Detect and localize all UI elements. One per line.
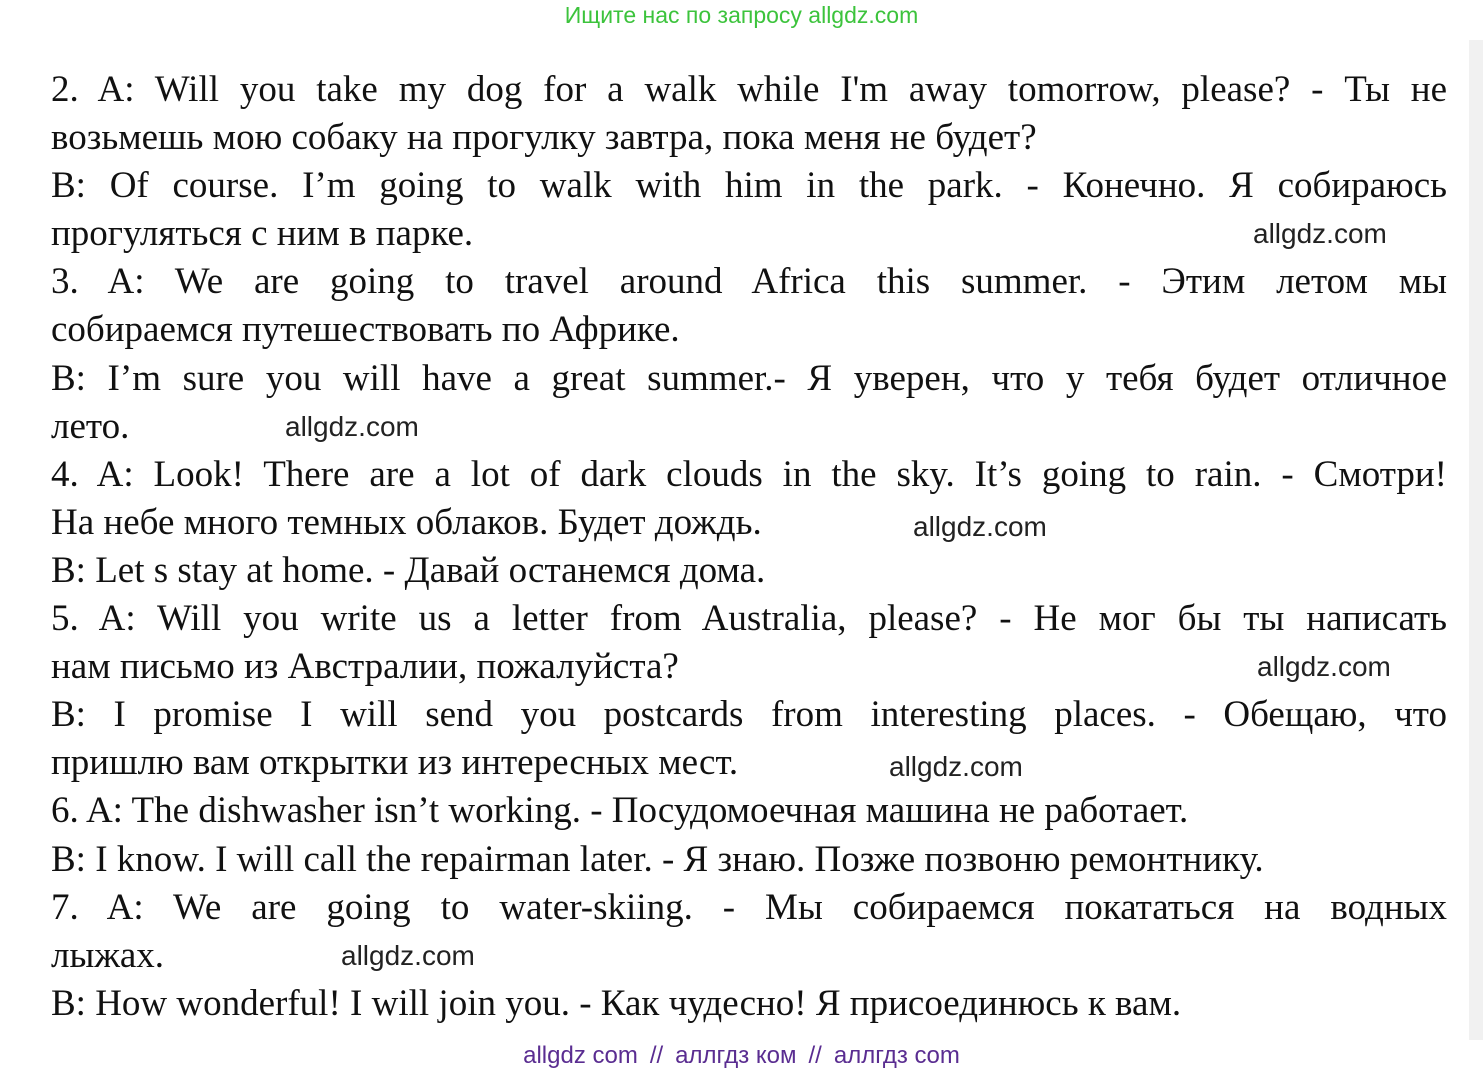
text-line	[51, 595, 1447, 643]
text-line-content: B: I know. I will call the repairman later. - Я знаю. Позже позвоню ремонтнику.	[51, 838, 1264, 880]
text-line	[51, 162, 1447, 210]
text-line-content: B: How wonderful! I will join you. - Как чудесно! Я присоединюсь к вам.	[51, 982, 1182, 1024]
bottom-banner-separator: //	[649, 1042, 664, 1069]
text-line-content: пришлю вам открытки из интересных мест.	[51, 742, 739, 784]
text-line-content: прогуляться с ним в парке.	[51, 213, 474, 255]
text-line	[51, 787, 1447, 835]
text-line-content: 7. A: We are going to water-skiing. - Мы собираемся покататься на водных	[51, 886, 1447, 928]
text-line	[51, 499, 1447, 547]
text-line-content: 5. A: Will you write us a letter from Australia, please? - Не мог бы ты написать	[51, 598, 1447, 640]
inline-watermark: allgdz.com	[913, 510, 1047, 542]
text-line	[51, 932, 1447, 980]
text-line-content: 4. A: Look! There are a lot of dark clouds in the sky. It’s going to rain. - Смотри!	[51, 453, 1447, 495]
text-line-content: лыжах.	[51, 934, 165, 976]
text-line	[51, 739, 1447, 787]
text-line-content: B: Let s stay at home. - Давай останемся дома.	[51, 549, 766, 591]
bottom-banner-part: allgdz com	[523, 1042, 638, 1069]
scrollbar-track[interactable]	[1469, 40, 1483, 1040]
text-line	[51, 980, 1447, 1028]
inline-watermark: allgdz.com	[889, 751, 1023, 783]
text-line-content: B: Of course. I’m going to walk with him in the park. - Конечно. Я собираюсь	[51, 165, 1447, 207]
text-line	[51, 643, 1447, 691]
text-line	[51, 547, 1447, 595]
text-line-content: B: I promise I will send you postcards from interesting places. - Обещаю, что	[51, 694, 1447, 736]
text-line	[51, 258, 1447, 306]
text-line-content: возьмешь мою собаку на прогулку завтра, пока меня не будет?	[51, 117, 1037, 159]
bottom-banner-part: аллгдз com	[833, 1042, 960, 1069]
inline-watermark: allgdz.com	[341, 939, 475, 971]
text-line	[51, 884, 1447, 932]
text-line-content: 2. A: Will you take my dog for a walk while I'm away tomorrow, please? - Ты не	[51, 69, 1447, 110]
text-line	[51, 355, 1447, 403]
text-line-content: 3. A: We are going to travel around Africa this summer. - Этим летом мы	[51, 261, 1447, 303]
text-line-content: На небе много темных облаков. Будет дождь.	[51, 501, 762, 543]
text-line	[51, 691, 1447, 739]
inline-watermark: allgdz.com	[1253, 218, 1387, 250]
text-line	[51, 836, 1447, 884]
text-line-content: лето.	[51, 405, 130, 447]
text-line	[51, 66, 1447, 114]
text-line	[51, 114, 1447, 162]
text-line-content: 6. A: The dishwasher isn’t working. - Посудомоечная машина не работает.	[51, 790, 1189, 832]
text-line-content: B: I’m sure you will have a great summer.- Я уверен, что у тебя будет отличное	[51, 357, 1447, 399]
text-line	[51, 451, 1447, 499]
inline-watermark: allgdz.com	[1257, 651, 1391, 683]
text-line	[51, 306, 1447, 354]
text-line	[51, 403, 1447, 451]
text-line	[51, 210, 1447, 258]
text-line-content: собираемся путешествовать по Африке.	[51, 309, 680, 351]
inline-watermark: allgdz.com	[285, 410, 419, 442]
bottom-banner-separator: //	[808, 1042, 822, 1069]
text-line-content: нам письмо из Австралии, пожалуйста?	[51, 646, 679, 688]
bottom-watermark-banner	[0, 1042, 1483, 1070]
bottom-banner-part: аллгдз ком	[675, 1042, 797, 1069]
document-body	[51, 66, 1447, 1028]
top-watermark-banner: Ищите нас по запросу allgdz.com	[564, 2, 919, 28]
